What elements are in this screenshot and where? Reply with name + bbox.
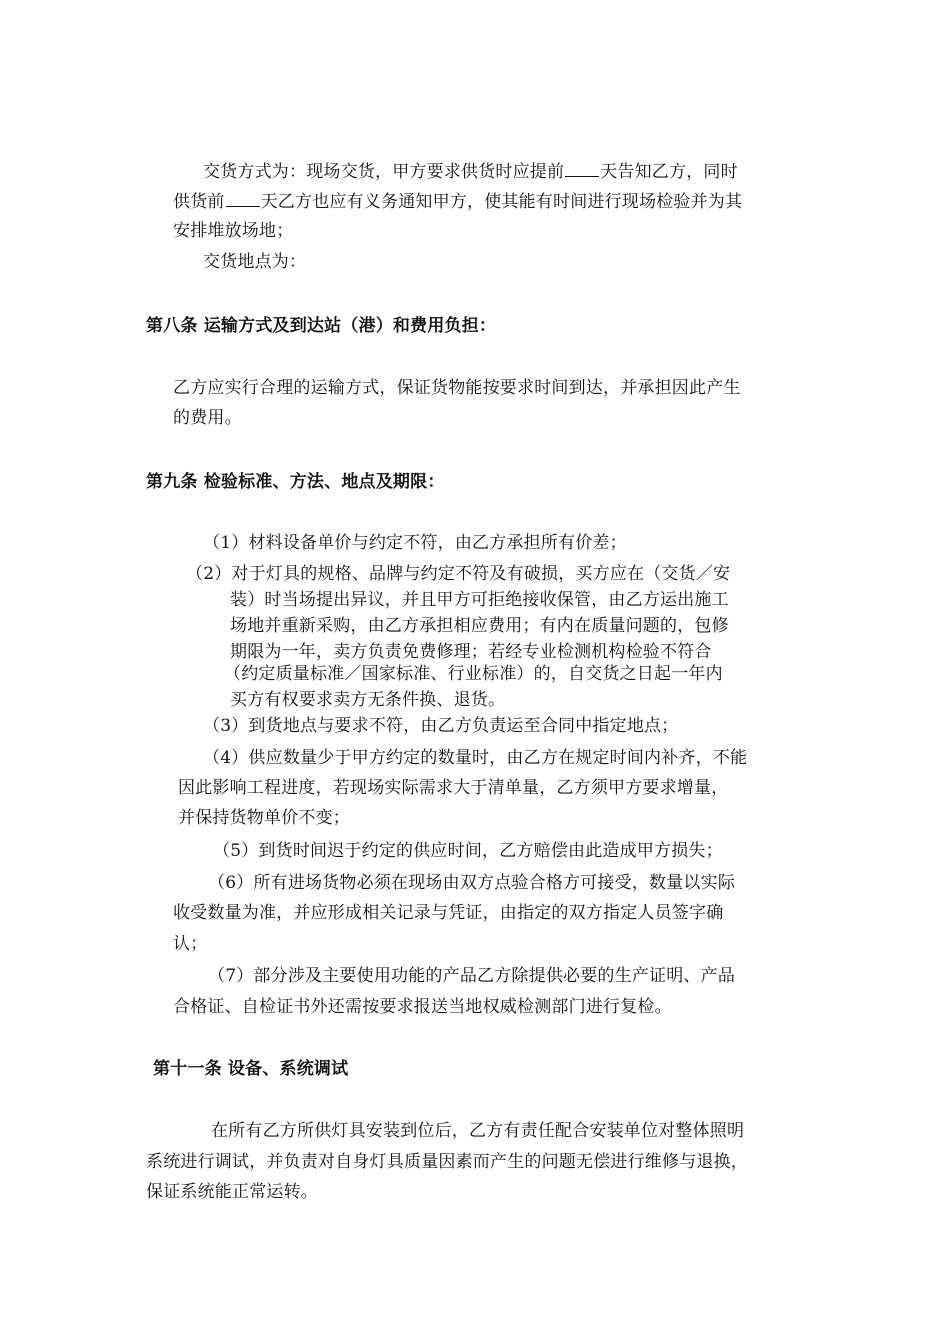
article-9-item-2-cont-4: （约定质量标准／国家标准、行业标准）的，自交货之日起一年内	[224, 664, 723, 684]
article-9-item-2-cont-1: 装）时当场提出异议，并且甲方可拒绝接收保管，由乙方运出施工	[230, 590, 729, 610]
article-11-line-2: 系统进行调试，并负责对自身灯具质量因素而产生的问题无偿进行维修与退换，	[146, 1152, 748, 1172]
article-9-item-2-cont-3: 期限为一年，卖方负责免费修理；若经专业检测机构检验不符合	[230, 642, 712, 662]
delivery-method-line	[203, 158, 738, 184]
delivery-line-2	[173, 188, 742, 214]
article-9-item-4-cont-1: 因此影响工程进度，若现场实际需求大于清单量，乙方须甲方要求增量，	[178, 778, 729, 798]
blank-field-days-before	[226, 188, 260, 207]
article-11-title: 第十一条 设备、系统调试	[153, 1059, 349, 1079]
article-9-item-1: （1）材料设备单价与约定不符，由乙方承担所有价差；	[203, 533, 627, 553]
article-9-item-2: （2）对于灯具的规格、品牌与约定不符及有破损，买方应在（交货／安	[186, 564, 731, 584]
article-11-line-3: 保证系统能正常运转。	[146, 1182, 318, 1202]
article-9-item-4-cont-2: 并保持货物单价不变；	[178, 808, 350, 828]
article-9-item-3: （3）到货地点与要求不符，由乙方负责运至合同中指定地点；	[203, 716, 679, 736]
delivery-line2-text-2: 天乙方也应有义务通知甲方，使其能有时间进行现场检验并为其	[260, 192, 743, 212]
article-9-item-6-cont-2: 认；	[173, 934, 208, 954]
article-11-line-1: 在所有乙方所供灯具安装到位后，乙方有责任配合安装单位对整体照明	[211, 1121, 745, 1141]
article-8-line-1: 乙方应实行合理的运输方式，保证货物能按要求时间到达，并承担因此产生	[173, 378, 741, 398]
delivery-method-text-2: 天告知乙方，同时	[600, 162, 738, 182]
article-9-item-5: （5）到货时间迟于约定的供应时间，乙方赔偿由此造成甲方损失；	[213, 841, 723, 861]
article-9-item-2-cont-5: 买方有权要求卖方无条件换、退货。	[230, 690, 506, 710]
article-9-item-4: （4）供应数量少于甲方约定的数量时，由乙方在规定时间内补齐，不能	[203, 748, 748, 768]
article-9-title: 第九条 检验标准、方法、地点及期限：	[146, 472, 445, 492]
article-9-item-2-cont-2: 场地并重新采购，由乙方承担相应费用；有内在质量问题的，包修	[230, 616, 729, 636]
article-9-item-7: （7）部分涉及主要使用功能的产品乙方除提供必要的生产证明、产品	[208, 966, 736, 986]
article-9-item-7-cont-1: 合格证、自检证书外还需按要求报送当地权威检测部门进行复检。	[173, 997, 672, 1017]
delivery-line2-text-1: 供货前	[173, 192, 225, 212]
delivery-line-3: 安排堆放场地；	[173, 221, 294, 241]
delivery-method-text-1: 交货方式为：现场交货，甲方要求供货时应提前	[203, 162, 565, 182]
article-9-item-6-cont-1: 收受数量为准，并应形成相关记录与凭证，由指定的双方指定人员签字确	[173, 903, 724, 923]
article-9-item-6: （6）所有进场货物必须在现场由双方点验合格方可接受，数量以实际	[208, 873, 736, 893]
article-8-line-2: 的费用。	[173, 408, 242, 428]
delivery-place: 交货地点为：	[203, 252, 307, 272]
article-8-title: 第八条 运输方式及到达站（港）和费用负担：	[146, 316, 497, 336]
blank-field-days-notice	[565, 158, 599, 177]
